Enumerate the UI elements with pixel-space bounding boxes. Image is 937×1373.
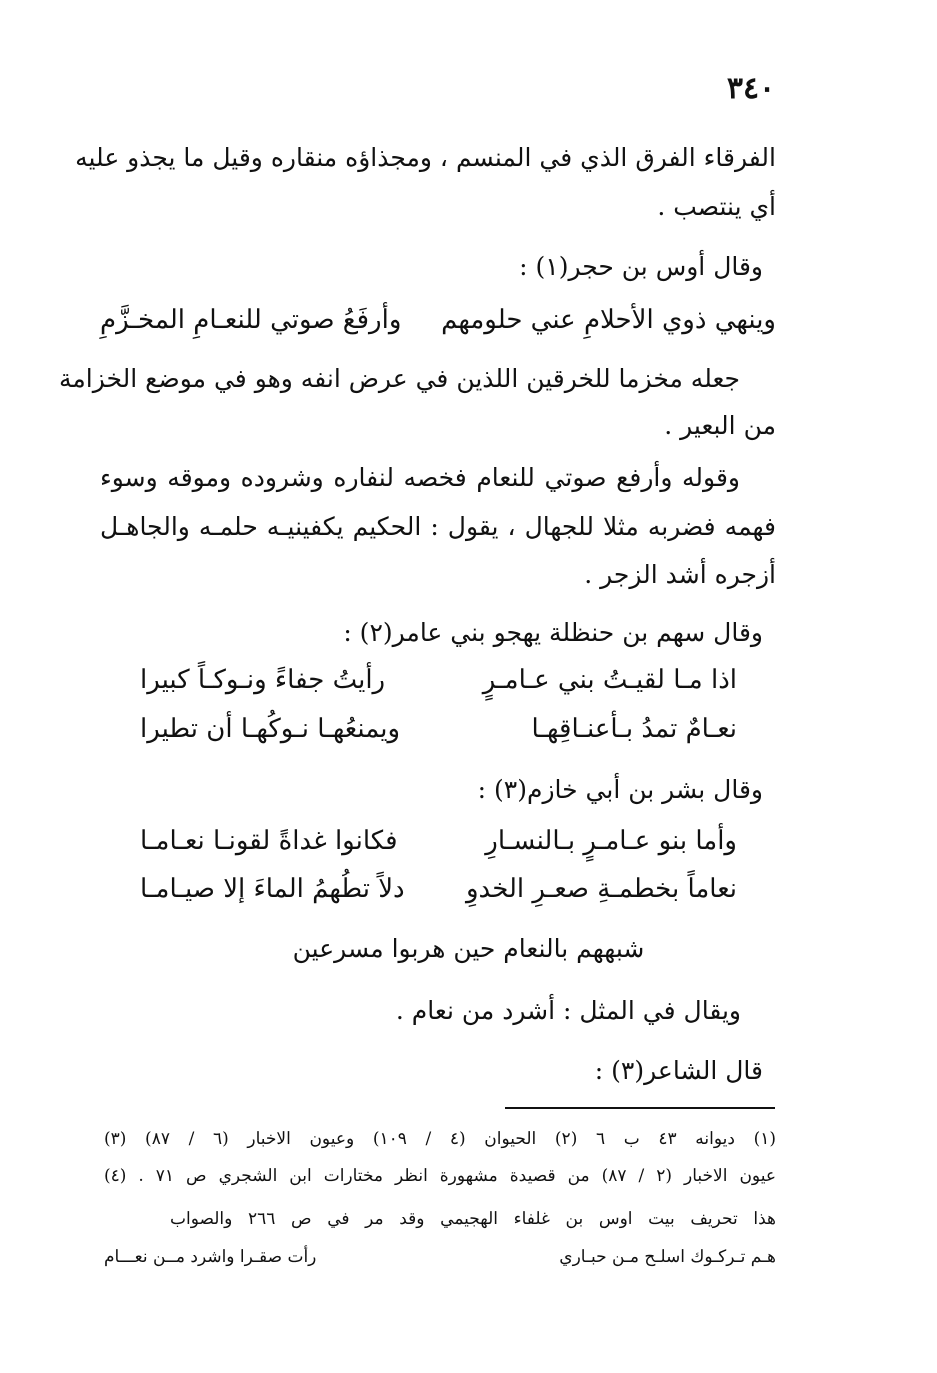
- verse-first-hemistich: وينهي ذوي الأحلامِ عني حلومهم: [441, 305, 776, 335]
- footnote-line: هذا تحريف بيت اوس بن غلفاء الهجيمي وقد مر في ص ٢٦٦ والصواب: [170, 1209, 776, 1229]
- verse-second-hemistich: رأيتُ جفاءً ونـوكـاً كبيرا: [140, 665, 386, 695]
- verse-first-hemistich: نعاماً بخطمـةِ صعـرِ الخدوِ: [466, 874, 737, 904]
- verse-first-hemistich: هـم تـركـوك اسلـح مـن حبـاري: [559, 1247, 776, 1267]
- verse-second-hemistich: دلاً تطُهمُ الماءَ إلا صيـامـا: [140, 874, 405, 904]
- poem-intro: وقال أوس بن حجر(١) :: [519, 252, 763, 281]
- footnote-verse: [104, 1244, 776, 1274]
- footnote-divider: [505, 1107, 775, 1109]
- verse-second-hemistich: فكانوا غداةً لقونـا نعـامـا: [140, 826, 398, 856]
- footnote-line: (١) ديوانه ٤٣ ب ٦ (٢) الحيوان (٤ / ١٠٩) وعيون الاخبار (٦ / ٨٧) (٣): [104, 1129, 776, 1149]
- poem-intro: وقال بشر بن أبي خازم(٣) :: [477, 775, 763, 804]
- paragraph-line: وقوله وأرفع صوتي للنعام فخصه لنفاره وشروده وموقه وسوء: [100, 463, 740, 492]
- verse-line: [140, 662, 737, 698]
- verse-second-hemistich: وأرفَعُ صوتي للنعـامِ المخـزَّمِ: [100, 305, 402, 335]
- verse-first-hemistich: وأما بنو عـامـرٍ بـالنسـارِ: [485, 826, 737, 856]
- paragraph-line: الفرقاء الفرق الذي في المنسم ، ومجذاؤه منقاره وقيل ما يجذو عليه: [75, 143, 776, 172]
- verse-first-hemistich: نعـامٌ تمدُ بـأعنـاقِهـا: [531, 714, 737, 744]
- paragraph-line: أي ينتصب .: [657, 192, 776, 221]
- poem-intro: وقال سهم بن حنظلة يهجو بني عامر(٢) :: [343, 618, 763, 647]
- paragraph-line: أزجره أشد الزجر .: [584, 560, 776, 589]
- paragraph-line: ويقال في المثل : أشرد من نعام .: [395, 996, 741, 1025]
- verse-line: [140, 711, 737, 747]
- verse-second-hemistich: ويمنعُهـا نـوكُهـا أن تطيرا: [140, 714, 401, 744]
- verse-line: [140, 823, 737, 859]
- paragraph-line: من البعير .: [664, 411, 776, 440]
- verse-line: [140, 871, 737, 907]
- page-number: ٣٤٠: [726, 71, 776, 106]
- verse-line: [100, 302, 776, 338]
- poem-intro: قال الشاعر(٣) :: [594, 1056, 763, 1085]
- paragraph-line: فهمه فضربه مثلا للجهال ، يقول : الحكيم يكفينيـه حلمـه والجاهـل: [100, 512, 776, 541]
- paragraph-line: جعله مخزما للخرقين اللذين في عرض انفه وهو في موضع الخزامة: [58, 364, 740, 393]
- verse-second-hemistich: رأت صقـرا واشرد مــن نعـــام: [104, 1247, 317, 1267]
- verse-first-hemistich: اذا مـا لقيـتُ بني عـامـرٍ: [482, 665, 737, 695]
- centered-note: شبههم بالنعام حين هربوا مسرعين: [292, 934, 645, 963]
- footnote-line: عيون الاخبار (٢ / ٨٧) من قصيدة مشهورة انظر مختارات ابن الشجري ص ٧١ . (٤): [104, 1166, 776, 1186]
